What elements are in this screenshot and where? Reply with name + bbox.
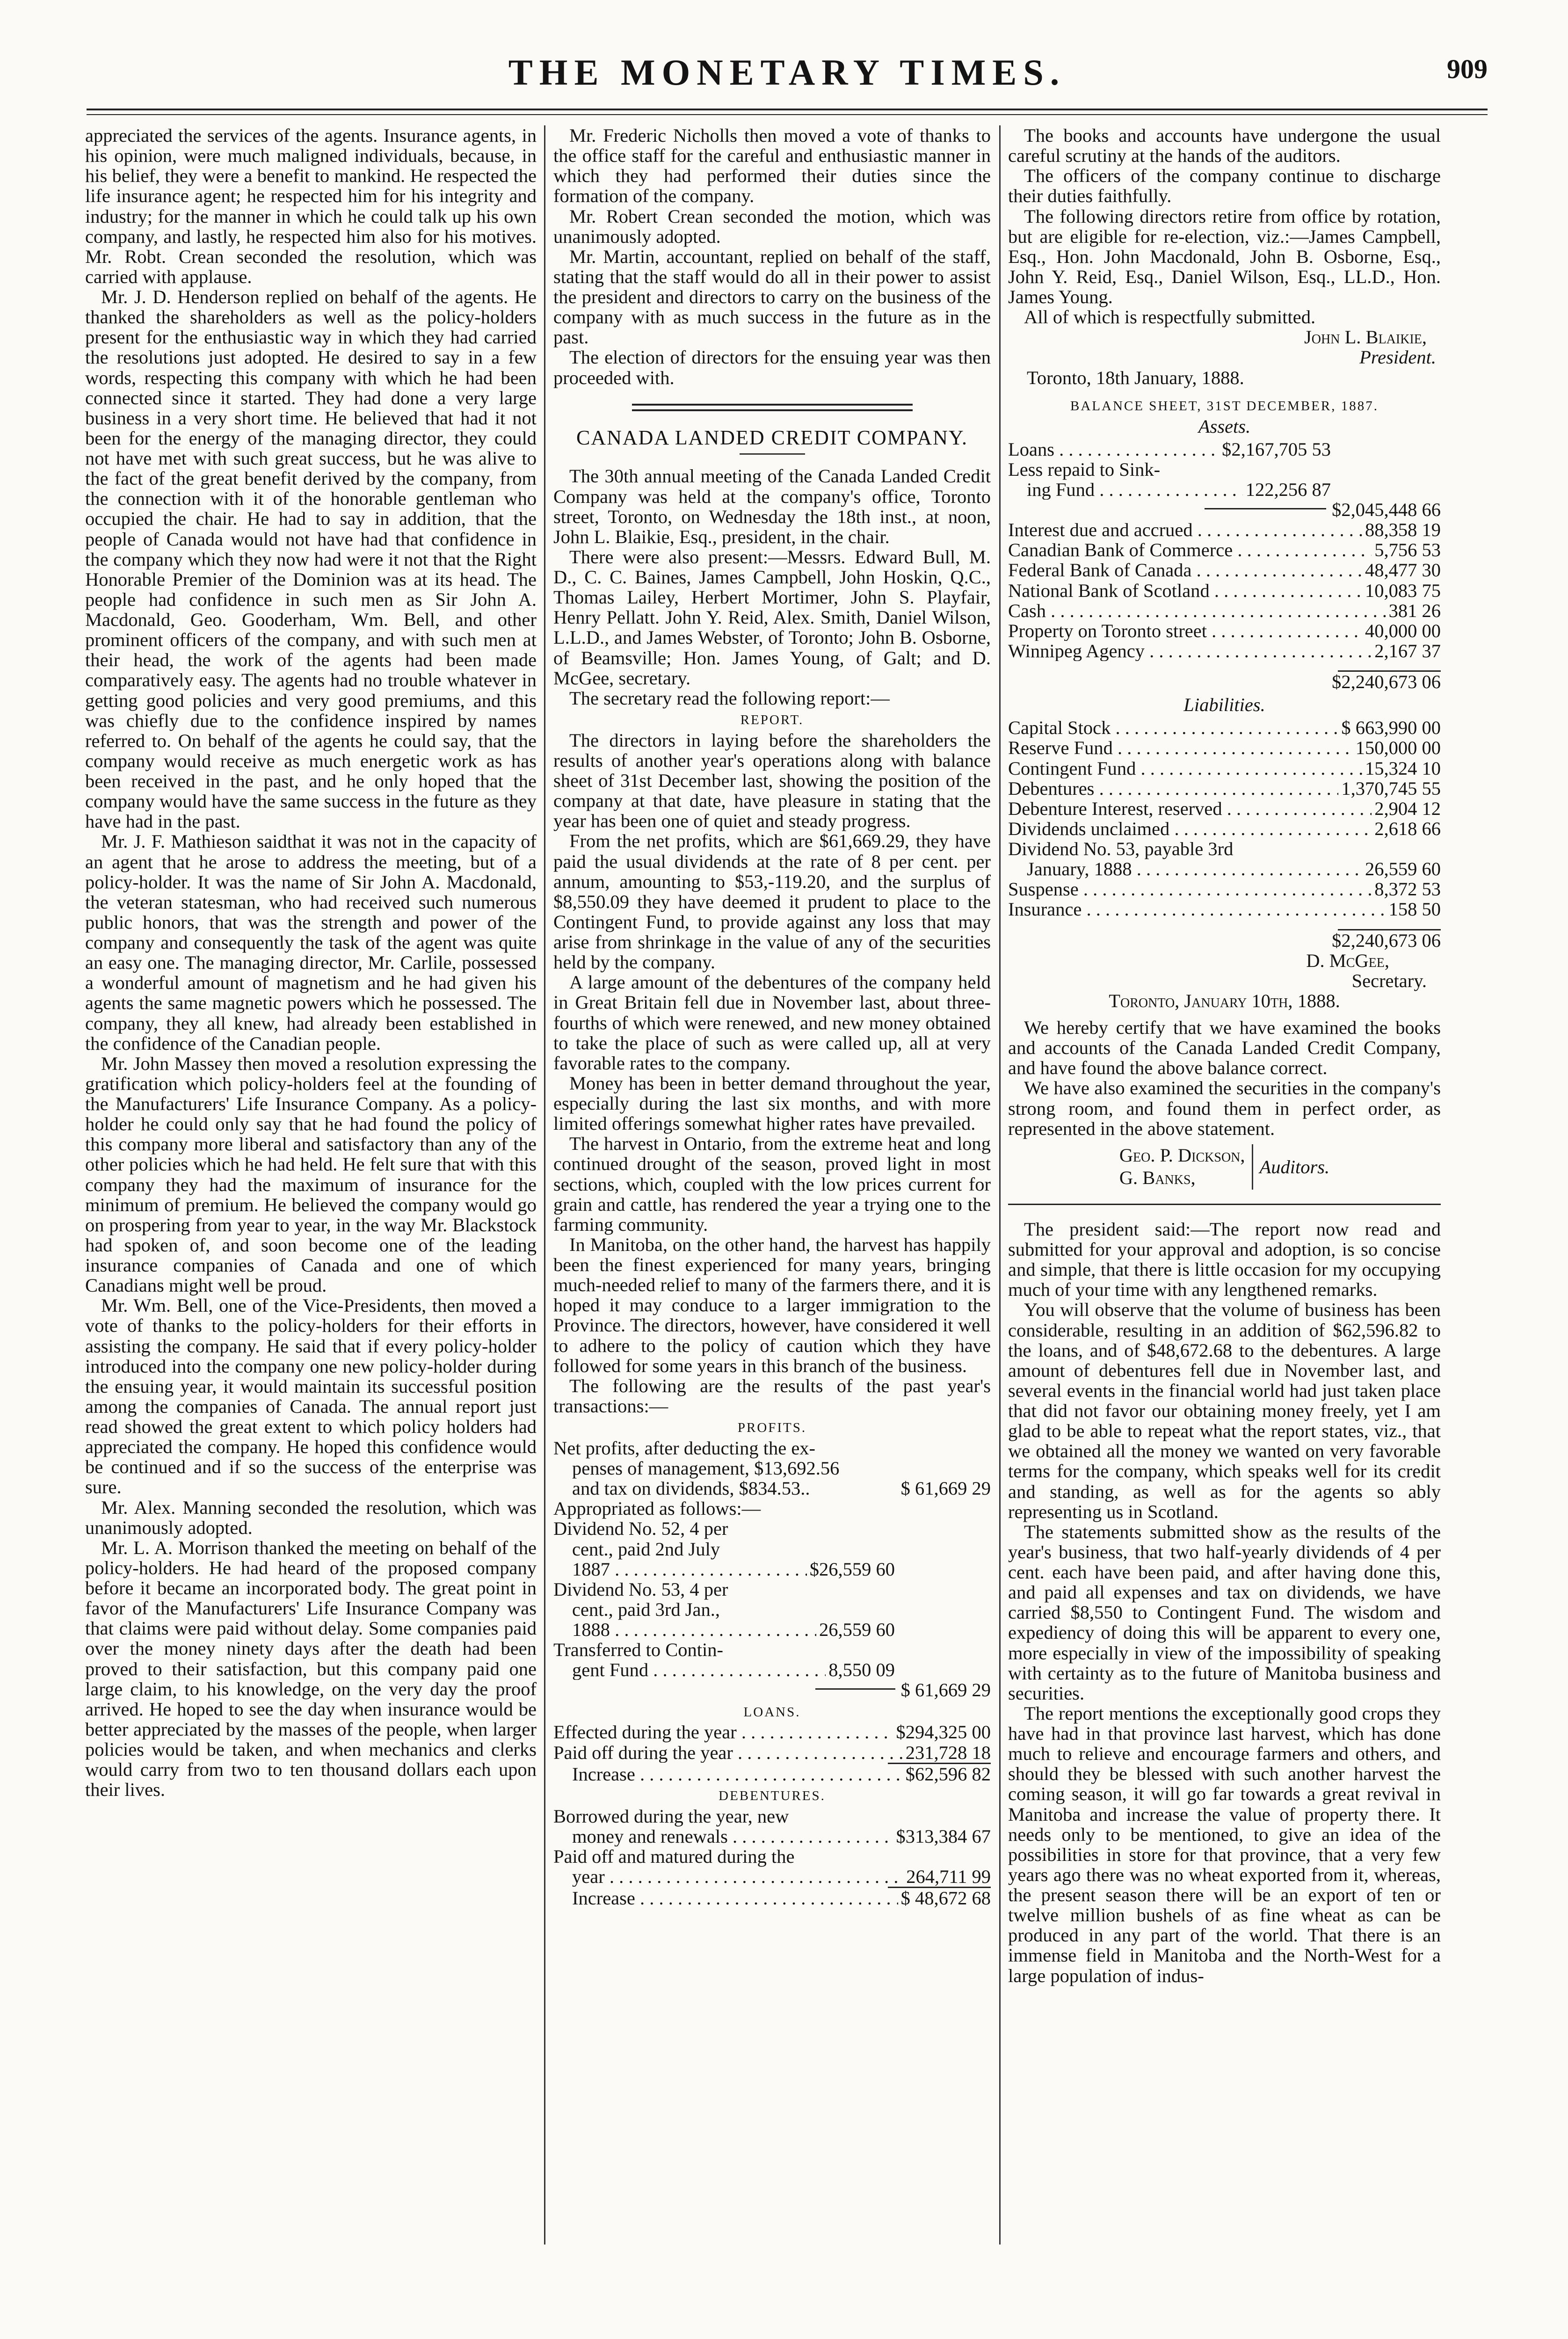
row-amount: 2,167 37 (1374, 640, 1441, 661)
paragraph: Mr. J. F. Mathieson saidthat it was not in the capacity of an agent that he arose to address the meeting, but of a policy-holder. It was the name of Sir John A. Macdonald, the veteran statesman, who had received such numerous public honors, that was the strength and power of the company and consequently the task of the agent was quite an easy one. The managing director, Mr. Carlile, possessed a wonderful amount of magnetism and he had given his agents the same magnetic powers which he possessed. The company, they all knew, had already been established in the confidence of the Canadian people. (85, 831, 537, 1054)
row-label: year . . . (572, 1867, 903, 1887)
row-amount: 48,477 30 (1365, 559, 1441, 581)
table-row (1008, 799, 1441, 819)
paragraph: The 30th annual meeting of the Canada Landed Credit Company was held at the company's office, Toronto street, Toronto, on Wednesday the 18th inst., at noon, John L. Blaikie, Esq., president, in the chair. (553, 465, 991, 547)
paragraph: The president said:—The report now read and submitted for your approval and adoption, is so concise and simple, that there is little occasion for my occupying much of your time with any lengthened remarks. (1008, 1218, 1441, 1300)
row-amount: 264,711 99 (906, 1866, 991, 1888)
profits-net-line: Net profits, after deducting the ex- (553, 1437, 816, 1459)
row-amount: 158 50 (1388, 899, 1441, 920)
row-amount: 8,372 53 (1374, 879, 1441, 900)
paragraph: Mr. John Massey then moved a resolution expressing the gratification which policy-holders feel at the founding of the Manufacturers' Life Insurance Company. As a policy-holder he could only say that he had found the policy of this company more liberal and satisfactory than any of the other policies which he had held. He felt sure that with this company they had the maximum of insurance for the minimum of premium. He believed the company would go on prospering from year to year, in the way Mr. Blackstock had spoken of, and soon become one of the leading insurance companies of Canada and one of which Canadians might well be proud. (85, 1053, 537, 1296)
table-row (1008, 859, 1441, 879)
row-label: 1887 . . . (572, 1559, 807, 1579)
dividend-line: Dividend No. 53, payable 3rd (1008, 838, 1234, 859)
table-row (553, 1680, 991, 1700)
assets-total: $2,240,673 06 (1332, 671, 1441, 692)
table-row (1008, 601, 1441, 621)
row-label: Loans . . . (1008, 439, 1219, 459)
table-row (553, 1826, 991, 1846)
paragraph: The books and accounts have undergone the usual careful scrutiny at the hands of the auditors. (1008, 125, 1441, 167)
article-heading: CANADA LANDED CREDIT COMPANY. (576, 426, 968, 449)
liabilities-table (1008, 718, 1441, 950)
table-row (1008, 439, 1331, 459)
profits-table (553, 1438, 991, 1700)
table-row (1008, 479, 1331, 500)
paragraph: From the net profits, which are $61,669.29, they have paid the usual dividends at the rate of 8 per cent. per annum, amounting to $53,-119.20, and the surplus of $8,550.09 they have deemed it prudent to place to the Contingent Fund, to provide against any loss that may arise from shrinkage in the value of any of the securities held by the company. (553, 830, 991, 973)
paragraph: A large amount of the debentures of the company held in Great Britain fell due in November last, about three-fourths of which were renewed, and new money obtained to take the place of such as were called up, all at very favorable rates to the company. (553, 972, 991, 1074)
column-divider-2 (999, 125, 1001, 2245)
assets-table (1008, 439, 1441, 692)
row-amount: $ 48,672 68 (900, 1888, 991, 1909)
auditor-names (1119, 1144, 1253, 1190)
paragraph: The directors in laying before the shareholders the results of another year's operations along with balance sheet of 31st December last, showing the position of the company at that date, have pleasure in stating that the year has been one of quiet and steady progress. (553, 729, 991, 832)
table-row (1008, 621, 1441, 641)
paragraph: Money has been in better demand throughout the year, especially during the last six months, and with more limited offerings somewhat higher rates have prevailed. (553, 1072, 991, 1134)
row-label: National Bank of Scotland . . . (1008, 581, 1362, 601)
paragraph: The harvest in Ontario, from the extreme heat and long continued drought of the season, proved light in most sections, which, coupled with the low prices current for grain and cattle, has rendered the year a trying one to the farming community. (553, 1133, 991, 1235)
masthead-rule-bottom (87, 114, 1488, 115)
loans-label: LOANS. (743, 1704, 801, 1720)
row-label: Dividends unclaimed . . . (1008, 819, 1372, 839)
row-label: Federal Bank of Canada . . . (1008, 560, 1362, 580)
report-label: REPORT. (740, 712, 804, 727)
debentures-label: DEBENTURES. (719, 1788, 826, 1803)
row-label: Reserve Fund . . . (1008, 738, 1353, 758)
paragraph: The officers of the company continue to discharge their duties faithfully. (1008, 165, 1441, 207)
row-label: gent Fund . . . (572, 1660, 826, 1680)
publication-title: THE MONETARY TIMES. (508, 52, 1066, 93)
row-label: Cash . . . (1008, 601, 1386, 621)
row-label: Canadian Bank of Commerce . . . (1008, 540, 1372, 560)
section-double-rule (632, 404, 913, 411)
column-1 (85, 125, 537, 2245)
paragraph: Mr. J. D. Henderson replied on behalf of the agents. He thanked the shareholders as well as the policy-holders present for the enthusiastic way in which they had carried the resolutions just adopted. He desired to say in a few words, respecting this company with which he had been connected since it started. They had done a very large business in a very short time. He believed that had it not been for the energy of the managing director, they could not have met with such great success, but he was alive to the fact of the great benefit derived by the company, from the connection with it of the honorable gentleman who occupied the chair. He had to say in addition, that the people of Canada would not have had that confidence in the company which they now had were it not that the Right Honorable Premier of the Dominion was at its head. The people had confidence in such men as Sir John A. Macdonald, Geo. Gooderham, Wm. Bell, and other prominent officers of the company, and with such men at their head, the work of the agents had been made comparatively easy. The agents had no trouble whatever in getting good policies and very good premiums, and this was chiefly due to the confidence inspired by names referred to. On behalf of the agents he could say, that the company would receive as much energetic work as has been received in the past, and he only hoped that the company would have the same success in the future as they have had in the past. (85, 286, 537, 832)
row-amount: 1,370,745 55 (1341, 777, 1441, 799)
transfer-line: Transferred to Contin- (553, 1639, 723, 1661)
auditors-block (1008, 1144, 1441, 1190)
paragraph: We hereby certify that we have examined the books and accounts of the Canada Landed Credit Company, and have found the above balance correct. (1008, 1017, 1441, 1079)
row-label: Property on Toronto street . . . (1008, 621, 1362, 641)
row-amount: $2,045,448 66 (1332, 499, 1441, 520)
place-date: Toronto, 18th January, 1888. (1027, 367, 1244, 388)
table-row (553, 1888, 991, 1908)
debenture-line: Paid off and matured during the (553, 1845, 795, 1867)
row-amount: 88,358 19 (1365, 519, 1441, 541)
row-label: Effected during the year . . . (553, 1722, 893, 1742)
row-amount: 26,559 60 (1365, 858, 1441, 880)
table-row (1008, 560, 1441, 580)
table-row (553, 1478, 991, 1498)
row-amount: $ 663,990 00 (1341, 717, 1441, 739)
paragraph: The secretary read the following report:— (569, 687, 890, 709)
row-label: Winnipeg Agency . . . (1008, 641, 1372, 661)
table-row (553, 1660, 895, 1680)
secretary-title: Secretary. (1351, 970, 1427, 991)
row-amount: $26,559 60 (809, 1558, 895, 1580)
table-row (553, 1722, 991, 1742)
row-label: Debentures . . . (1008, 778, 1338, 799)
row-label: Insurance . . . (1008, 899, 1386, 919)
row-amount: $294,325 00 (896, 1722, 991, 1743)
row-amount: 26,559 60 (819, 1619, 895, 1641)
row-amount: 381 26 (1388, 600, 1441, 621)
heading-rule (740, 453, 805, 455)
row-amount: 231,728 18 (905, 1742, 991, 1763)
row-label: January, 1888 . . . (1027, 859, 1362, 879)
table-row (1008, 738, 1441, 758)
paragraph: We have also examined the securities in the company's strong room, and found them in perfect order, as represented in the above statement. (1008, 1077, 1441, 1139)
table-row (1008, 500, 1441, 520)
row-amount: $2,167,705 53 (1222, 438, 1331, 460)
column-divider-1 (544, 125, 545, 2245)
row-amount: 40,000 00 (1365, 620, 1441, 641)
row-amount: 5,756 53 (1374, 539, 1441, 561)
auditors-label: Auditors. (1259, 1156, 1330, 1177)
secretary-date: Toronto, January 10th, 1888. (1109, 990, 1340, 1011)
balance-sheet-heading: BALANCE SHEET, 31ST DECEMBER, 1887. (1070, 398, 1379, 414)
table-row (1008, 641, 1441, 661)
row-amount: 15,324 10 (1365, 757, 1441, 779)
paragraph: Mr. Martin, accountant, replied on behalf of the staff, stating that the staff would do all in their power to assist the president and directors to carry on the business of the company with as much success in the future as in the past. (553, 246, 991, 348)
liabilities-total: $2,240,673 06 (1332, 930, 1441, 951)
profits-net-line: penses of management, $13,692.56 (572, 1458, 840, 1479)
paragraph: The following are the results of the past year's transactions:— (553, 1375, 991, 1416)
masthead (87, 51, 1488, 103)
section-rule (1008, 1204, 1441, 1205)
masthead-rule-top (87, 109, 1488, 110)
paragraph: appreciated the services of the agents. Insurance agents, in his opinion, were much maligned individuals, because, in his belief, they were a benefit to mankind. He respected the life insurance agent; he respected him for his integrity and industry; for the manner in which he could talk up his own company, and lastly, he respected him also for his motives. Mr. Robt. Crean seconded the resolution, which was carried with applause. (85, 125, 537, 287)
table-row (1008, 879, 1441, 899)
row-label: Increase . . . (572, 1888, 898, 1908)
dividend-line: cent., paid 3rd Jan., (572, 1598, 720, 1620)
table-row (1008, 819, 1441, 839)
table-row (553, 1764, 991, 1784)
debenture-line: Borrowed during the year, new (553, 1805, 789, 1827)
paragraph: The statements submitted show as the results of the year's business, that two half-yearly dividends of 4 per cent. each have been paid, and after having done this, and paid all expenses and tax on dividends, we have carried $8,550 to Contingent Fund. The wisdom and expediency of doing this will be apparent to every one, more especially in view of the impossibility of speaking with certainty as to the future of Manitoba business and securities. (1008, 1521, 1441, 1704)
table-row (1008, 758, 1441, 778)
paragraph: The following directors retire from office by rotation, but are eligible for re-election, viz.:—James Campbell, Esq., Hon. John Macdonald, John B. Osborne, Esq., John Y. Reid, Esq., Daniel Wilson, Esq., LL.D., Hon. James Young. (1008, 205, 1441, 307)
signature-name: John L. Blaikie, (1304, 327, 1427, 348)
row-label: Suspense . . . (1008, 879, 1372, 899)
row-label: Capital Stock . . . (1008, 718, 1338, 738)
row-label: Increase . . . (572, 1764, 903, 1784)
profits-label: PROFITS. (737, 1420, 807, 1436)
paragraph: Mr. Frederic Nicholls then moved a vote of thanks to the office staff for the careful and enthusiastic manner in which they had performed their duties since the formation of the company. (553, 125, 991, 207)
table-row (553, 1559, 895, 1579)
row-amount: $ 61,669 29 (900, 1679, 991, 1701)
total-rule (1205, 508, 1326, 520)
secretary-name: D. McGee, (1306, 950, 1389, 971)
signature-title: President. (1359, 347, 1436, 368)
paragraph: The election of directors for the ensuing year was then proceeded with. (553, 347, 991, 388)
dividend-line: Dividend No. 52, 4 per (553, 1518, 728, 1540)
table-row (1008, 581, 1441, 601)
paragraph: In Manitoba, on the other hand, the harvest has happily been the finest experienced for many years, bringing much-needed relief to many of the farmers there, and it is hoped it may conduce to a larger immigration to the Province. The directors, however, have considered it well to adhere to the policy of caution which they have followed for some years in this branch of the business. (553, 1234, 991, 1376)
dividend-line: Dividend No. 53, 4 per (553, 1578, 728, 1600)
page-number: 909 (1447, 54, 1488, 84)
total-rule (815, 1688, 895, 1700)
paragraph: All of which is respectfully submitted. (1024, 306, 1316, 328)
appropriated-line: Appropriated as follows:— (553, 1498, 761, 1519)
row-amount: 2,618 66 (1374, 818, 1441, 839)
less-line: Less repaid to Sink- (1008, 458, 1161, 480)
row-label: Debenture Interest, reserved . . . (1008, 799, 1372, 819)
loans-table (553, 1722, 991, 1784)
assets-label: Assets. (1198, 415, 1251, 437)
paragraph: You will observe that the volume of business has been considerable, resulting in an addition of $62,596.82 to the loans, and of $48,672.68 to the debentures. A large amount of debentures fell due in November last, and several events in the financial world had just taken place that did not favor our obtaining money freely, yet I am glad to be able to repeat what the report states, viz., that we obtained all the money we wanted on very favorable terms for the company, which speaks well for its credit and standing, as well as for the agents so ably representing us in Scotland. (1008, 1299, 1441, 1522)
dividend-line: cent., paid 2nd July (572, 1538, 720, 1560)
row-label: Interest due and accrued . . . (1008, 520, 1362, 540)
column-2 (553, 125, 991, 2245)
column-3 (1008, 125, 1441, 2245)
row-label: Contingent Fund . . . (1008, 758, 1362, 778)
auditor-name: G. Banks, (1119, 1167, 1196, 1189)
table-row (1008, 899, 1441, 919)
paragraph: There were also present:—Messrs. Edward Bull, M. D., C. C. Baines, James Campbell, John Hoskin, Q.C., Thomas Lailey, Herbert Mortimer, John S. Playfair, Henry Pellatt. John Y. Reid, Alex. Smith, Daniel Wilson, L.L.D., and James Webster, of Toronto; John B. Osborne, of Beamsville; Hon. James Young, of Galt; and D. McGee, secretary. (553, 546, 991, 689)
row-amount: 122,256 87 (1245, 479, 1331, 500)
table-row (1008, 540, 1441, 560)
paragraph: The report mentions the exceptionally good crops they have had in that province last harvest, which has done much to relieve and encourage farmers and others, and should they be blessed with such another harvest the coming season, it will go far towards a great revival in Manitoba and increase the value of property there. It needs only to be mentioned, to give an idea of the possibilities in store for that province, that a very few years ago there was no wheat exported from it, whereas, the present season there will be an export of ten or twelve million bushels of as fine wheat as can be produced in any part of the world. That there is an immense field in Manitoba and the North-West for a large population of indus- (1008, 1702, 1441, 1986)
table-row (553, 1867, 991, 1887)
paragraph: Mr. Alex. Manning seconded the resolution, which was unanimously adopted. (85, 1496, 537, 1538)
paragraph: Mr. Robert Crean seconded the motion, which was unanimously adopted. (553, 205, 991, 247)
table-row (1008, 520, 1441, 540)
row-label: and tax on dividends, $834.53.. (572, 1478, 810, 1499)
table-row (1008, 718, 1441, 738)
row-amount: 10,083 75 (1365, 580, 1441, 601)
row-label: Paid off during the year . . . (553, 1743, 903, 1763)
table-row (1008, 778, 1441, 799)
table-row (553, 1620, 895, 1640)
row-label: ing Fund . . . (1027, 479, 1243, 500)
paragraph: Mr. Wm. Bell, one of the Vice-Presidents, then moved a vote of thanks to the policy-holders for their efforts in assisting the company. He said that if every policy-holder introduced into the company one new policy-holder during the ensuing year, it would maintain its successful position among the companies of Canada. The annual report just read showed the great extent to which policy holders had appreciated the company. He hoped this confidence would be continued and if so the success of the enterprise was sure. (85, 1295, 537, 1498)
liabilities-label: Liabilities. (1183, 694, 1265, 716)
row-amount: 8,550 09 (828, 1659, 895, 1681)
auditor-name: Geo. P. Dickson, (1119, 1144, 1245, 1166)
row-amount: 150,000 00 (1355, 737, 1441, 759)
row-amount: $ 61,669 29 (900, 1478, 991, 1499)
row-label: 1888 . . . (572, 1620, 816, 1640)
row-amount: 2,904 12 (1374, 798, 1441, 819)
table-row (553, 1743, 991, 1763)
row-amount: $313,384 67 (896, 1825, 991, 1847)
debentures-table (553, 1806, 991, 1909)
row-label: money and renewals . . . (572, 1826, 893, 1846)
row-amount: $62,596 82 (905, 1763, 991, 1785)
paragraph: Mr. L. A. Morrison thanked the meeting on behalf of the policy-holders. He had heard of the proposed company before it became an incorporated body. The great point in favor of the Manufacturers' Life Insurance Company was that claims were paid without delay. Some companies paid over the money ninety days after the death had been proved to their satisfaction, but this company paid one large claim, to his knowledge, on the very day the proof arrived. He hoped to see the day when insurance would be better appreciated by the masses of the people, when larger policies would be taken, and when mechanics and clerks would carry from two to ten thousand dollars each upon their lives. (85, 1537, 537, 1801)
